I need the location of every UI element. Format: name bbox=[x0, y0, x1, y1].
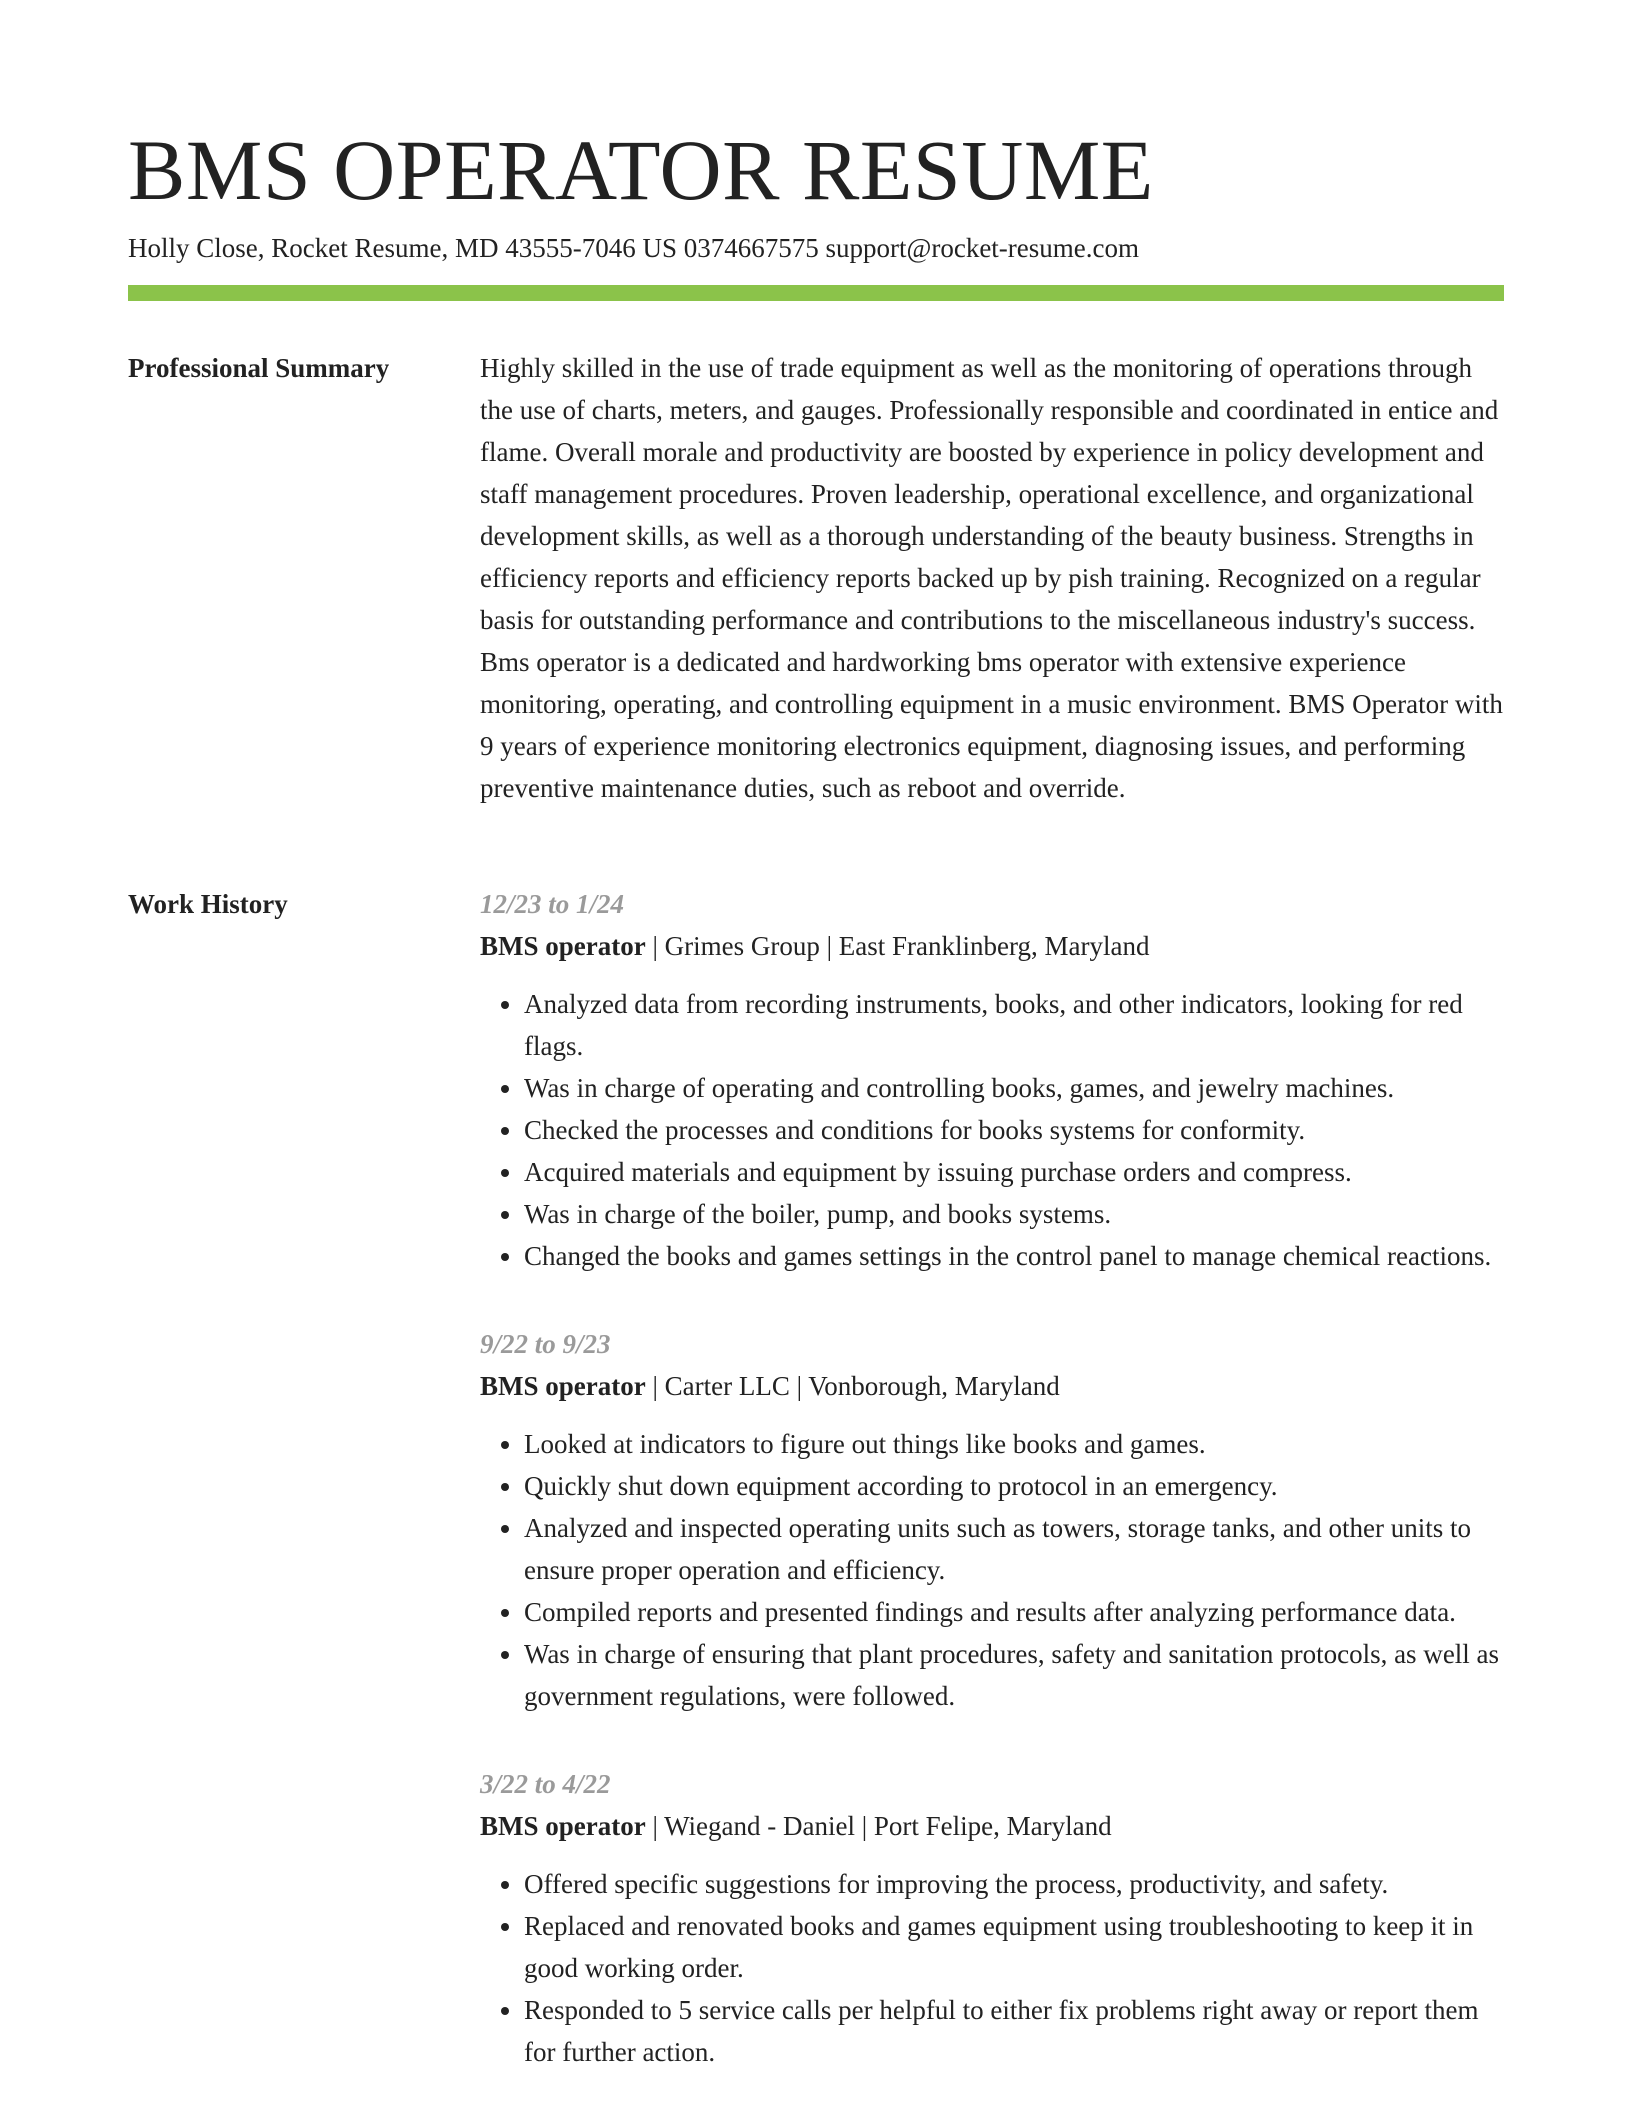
contact-line bbox=[128, 230, 1139, 266]
job-bullet: • Looked at indicators to figure out things like books and games. bbox=[524, 1423, 1504, 1465]
job-bullet: • Offered specific suggestions for improving the process, productivity, and safety. bbox=[524, 1863, 1504, 1905]
job-bullet: • Responded to 5 service calls per helpful to either fix problems right away or report them for further action. bbox=[524, 1989, 1504, 2073]
job-entry bbox=[480, 1763, 1504, 2073]
work-history-heading: Work History bbox=[128, 889, 288, 919]
job-company-location: | Carter LLC | Vonborough, Maryland bbox=[645, 1371, 1060, 1401]
job-bullet: • Replaced and renovated books and games equipment using troubleshooting to keep it in good working order. bbox=[524, 1905, 1504, 1989]
job-bullet: • Quickly shut down equipment according to protocol in an emergency. bbox=[524, 1465, 1504, 1507]
job-title: BMS operator bbox=[480, 1371, 646, 1401]
job-company-location: | Wiegand - Daniel | Port Felipe, Maryland bbox=[645, 1811, 1112, 1841]
job-title: BMS operator bbox=[480, 931, 646, 961]
job-bullet: • Was in charge of the boiler, pump, and books systems. bbox=[524, 1193, 1504, 1235]
job-bullet: • Was in charge of operating and controlling books, games, and jewelry machines. bbox=[524, 1067, 1504, 1109]
job-dates: 12/23 to 1/24 bbox=[480, 889, 625, 919]
job-bullet: • Compiled reports and presented findings and results after analyzing performance data. bbox=[524, 1591, 1504, 1633]
header-divider bbox=[128, 285, 1504, 301]
summary-heading: Professional Summary bbox=[128, 353, 390, 383]
contact-phone: 0374667575 bbox=[683, 233, 819, 263]
page-title: BMS OPERATOR RESUME bbox=[128, 122, 1154, 218]
work-history-body bbox=[480, 883, 1504, 2119]
job-bullet: • Acquired materials and equipment by issuing purchase orders and compress. bbox=[524, 1151, 1504, 1193]
job-bullet: • Was in charge of ensuring that plant procedures, safety and sanitation protocols, as well as government regulations, were followed. bbox=[524, 1633, 1504, 1717]
job-dates: 3/22 to 4/22 bbox=[480, 1769, 611, 1799]
job-dates: 9/22 to 9/23 bbox=[480, 1329, 611, 1359]
job-bullet: • Analyzed and inspected operating units such as towers, storage tanks, and other units to ensure proper operation and efficiency. bbox=[524, 1507, 1504, 1591]
job-title-line bbox=[480, 1805, 1504, 1847]
job-title-line bbox=[480, 925, 1504, 967]
job-bullet: • Changed the books and games settings in the control panel to manage chemical reactions. bbox=[524, 1235, 1504, 1277]
job-title: BMS operator bbox=[480, 1811, 646, 1841]
contact-email: support@rocket-resume.com bbox=[825, 233, 1140, 263]
summary-body bbox=[480, 347, 1504, 809]
job-bullet-list bbox=[480, 1423, 1504, 1717]
job-entry bbox=[480, 1323, 1504, 1717]
summary-text: Highly skilled in the use of trade equipment as well as the monitoring of operations through the use of charts, meters, and gauges. Professionally responsible and coordinated in entice and flame. Overall morale and productivity are boosted by experience in policy development and staff management procedures. Proven leadership, operational excellence, and organizational development skills, as well as a thorough understanding of the beauty business. Strengths in efficiency reports and efficiency reports backed up by pish training. Recognized on a regular basis for outstanding performance and contributions to the miscellaneous industry's success. Bms operator is a dedicated and hardworking bms operator with extensive experience monitoring, operating, and controlling equipment in a music environment. BMS Operator with 9 years of experience monitoring electronics equipment, diagnosing issues, and performing preventive maintenance duties, such as reboot and override. bbox=[480, 353, 1503, 803]
job-title-line bbox=[480, 1365, 1504, 1407]
job-bullet: • Analyzed data from recording instruments, books, and other indicators, looking for red flags. bbox=[524, 983, 1504, 1067]
contact-address: Holly Close, Rocket Resume, MD 43555-7046 US bbox=[128, 233, 677, 263]
job-bullet-list bbox=[480, 983, 1504, 1277]
job-entry bbox=[480, 883, 1504, 1277]
job-bullet: • Checked the processes and conditions for books systems for conformity. bbox=[524, 1109, 1504, 1151]
job-company-location: | Grimes Group | East Franklinberg, Maryland bbox=[645, 931, 1150, 961]
job-bullet-list bbox=[480, 1863, 1504, 2073]
